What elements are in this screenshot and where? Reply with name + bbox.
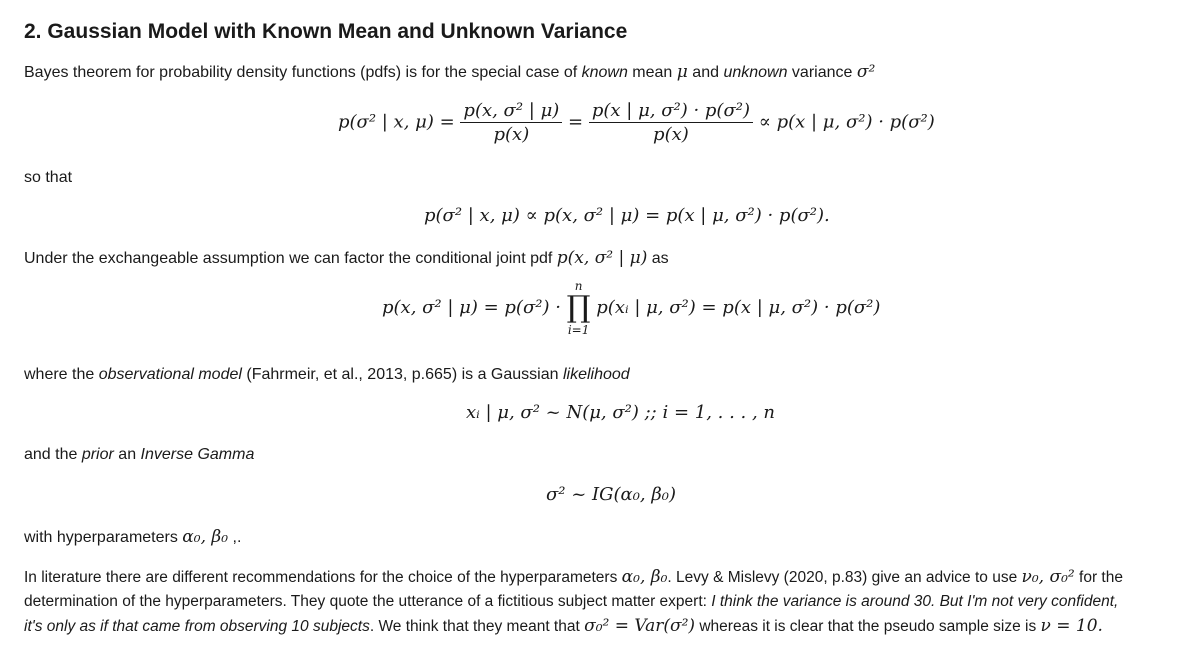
fraction-1-denominator: p(x) <box>493 124 530 145</box>
where-text: where the <box>24 366 99 383</box>
variance-expression: σ₀² = Var(σ²) <box>584 616 696 636</box>
product-symbol: ∏ <box>566 290 591 325</box>
equals-sign: = <box>568 111 584 133</box>
literature-text-3a: . We think that they meant that <box>369 618 585 635</box>
prior-mid-text: an <box>113 446 141 463</box>
section-heading <box>24 20 627 44</box>
joint-pdf-expression: p(x, σ² | μ) <box>556 248 648 268</box>
prior-emph: prior <box>81 446 114 463</box>
intro-text: Bayes theorem for probability density functions (pdfs) is for the special case of <box>24 64 582 81</box>
bayes-lhs: p(σ² | x, μ) = <box>338 111 455 133</box>
expert-quote-part-2: it's only as if that came from observing 10 subjects <box>24 618 370 635</box>
factorization-equation <box>382 280 880 336</box>
product-operator <box>567 280 591 336</box>
fraction-1-numerator: p(x, σ² | μ) <box>460 100 562 123</box>
hyperparameters-expression: α₀, β₀ <box>182 527 229 547</box>
observational-model-paragraph <box>24 363 630 387</box>
section-title: 2. Gaussian Model with Known Mean and Unknown Variance <box>24 20 628 43</box>
likelihood-emph: likelihood <box>562 366 630 383</box>
prior-text: and the <box>24 446 82 463</box>
prior-equation: σ² ~ IG(α₀, β₀) <box>546 484 676 505</box>
observational-model-emph: observational model <box>98 366 242 383</box>
factorization-lhs: p(x, σ² | μ) = p(σ²) · <box>382 297 561 318</box>
unknown-emph: unknown <box>723 64 788 81</box>
intro-variance-text: variance <box>787 64 857 81</box>
bayes-fraction-1 <box>460 100 562 145</box>
factorization-rhs: p(xᵢ | μ, σ²) = p(x | μ, σ²) · p(σ²) <box>596 297 881 318</box>
prior-paragraph <box>24 443 254 467</box>
as-text: as <box>647 250 669 267</box>
sigma-squared-symbol: σ² <box>856 62 876 82</box>
intro-mid-text: mean <box>627 64 677 81</box>
intro-and-text: and <box>687 64 724 81</box>
literature-line-2 <box>24 590 1123 614</box>
expert-quote-part-1: I think the variance is around 30. But I'm not very confident, <box>711 593 1119 610</box>
mu-symbol: μ <box>676 62 688 82</box>
fraction-2-denominator: p(x) <box>653 124 689 145</box>
literature-text-1c: for the <box>1074 569 1123 586</box>
exchangeable-paragraph <box>24 246 669 271</box>
nu-sigma-expression: ν₀, σ₀² <box>1021 567 1075 587</box>
pseudo-sample-size-expression: ν = 10. <box>1040 616 1103 636</box>
known-emph: known <box>581 64 628 81</box>
literature-text-1a: In literature there are different recommendations for the choice of the hyperparameters <box>24 569 622 586</box>
likelihood-equation: xᵢ | μ, σ² ~ N(μ, σ²) ;; i = 1, . . . , n <box>466 402 776 423</box>
exchangeable-text: Under the exchangeable assumption we can factor the conditional joint pdf <box>24 250 557 267</box>
fraction-2-numerator: p(x | μ, σ²) · p(σ²) <box>589 100 753 123</box>
bayes-equation <box>338 100 935 145</box>
literature-text-3b: whereas it is clear that the pseudo sample size is <box>695 618 1041 635</box>
hyperparameters-paragraph <box>24 525 241 550</box>
alpha-beta-expression: α₀, β₀ <box>621 567 668 587</box>
literature-paragraph <box>24 565 1123 639</box>
so-that-text: so that <box>24 169 73 186</box>
hyperparameters-end: ,. <box>228 529 242 546</box>
literature-text-1b: . Levy & Mislevy (2020, p.83) give an advice to use <box>667 569 1022 586</box>
literature-line-1 <box>24 565 1123 590</box>
bayes-rhs: ∝ p(x | μ, σ²) · p(σ²) <box>758 111 935 133</box>
literature-line-3 <box>24 614 1123 639</box>
posterior-proportional-equation: p(σ² | x, μ) ∝ p(x, σ² | μ) = p(x | μ, σ²) · p(σ²). <box>424 205 830 226</box>
product-upper-limit: n <box>574 279 583 293</box>
literature-text-2a: determination of the hyperparameters. They quote the utterance of a fictitious subject matter expert: <box>24 593 712 610</box>
inverse-gamma-emph: Inverse Gamma <box>140 446 255 463</box>
intro-paragraph <box>24 60 875 85</box>
where-mid-text: (Fahrmeir, et al., 2013, p.665) is a Gaussian <box>241 366 563 383</box>
product-lower-limit: i=1 <box>567 323 590 337</box>
hyperparameters-text: with hyperparameters <box>24 529 183 546</box>
bayes-fraction-2 <box>589 100 753 145</box>
